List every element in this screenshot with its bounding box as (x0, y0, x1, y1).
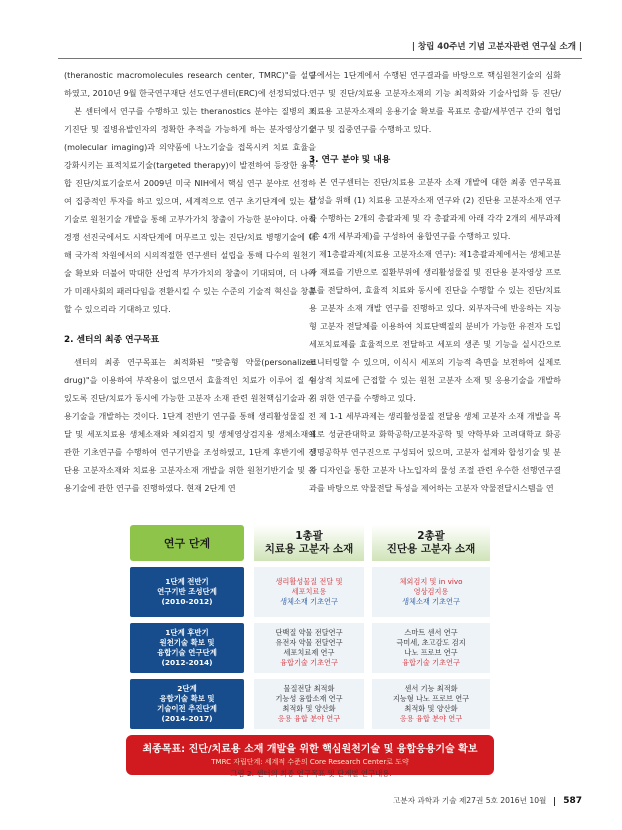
diagnosis-cell-2 (372, 623, 490, 673)
journal-info: 고분자 과학과 기술 제27권 5호 2016년 10월 (393, 796, 547, 805)
stage-text: 융합기술 확보 및 (159, 694, 215, 703)
figure-header-diagnosis (372, 525, 490, 561)
cell-text: 최적화 및 양산화 (282, 704, 336, 713)
stage-text: 기술이전 추진단계 (157, 704, 217, 713)
footer-divider (554, 797, 555, 806)
figure-caption: 그림 2. 센터의 최종 연구목표 및 단계별 연구내용. (230, 769, 392, 778)
stage-text: 1단계 후반기 (165, 628, 209, 637)
right-paragraph-2: 본 연구센터는 진단/치료용 고분자 소재 개발에 대한 최종 연구목표 달성을 위해 (1) 치료용 고분자소재 연구와 (2) 진단용 고분자소재 연구를 수행하는 2개의 총괄과제 및 각 총괄과제 아래 각각 2개의 세부과제(총 4개 세부과제)를 구성하여 융합연구를 수행하고 있다. (309, 177, 561, 241)
figure-header-therapy (254, 525, 364, 561)
stage-box-3 (130, 679, 244, 729)
right-paragraph-4: 제 1-1 세부과제는 생리활성물질 전달용 생체 고분자 소재 개발을 목표로 성균관대학교 화학공학/고분자공학 및 약학부와 고려대학교 화공생명공학부 연구진으로 구성되어 있으며, 고분자 설계와 합성기술 및 분자 디자인을 통한 고분자 나노입자의 물성 조절 관련 우수한 선행연구결과를 바탕으로 약물전달 특성을 제어하는 고분자 약물전달시스템을 연 (309, 411, 561, 493)
stage-text: 연구기반 조성단계 (157, 587, 217, 596)
left-paragraph-1: (theranostic macromolecules research center, TMRC)"를 설립하였고, 2010년 9월 한국연구재단 선도연구센터(ERC)에 선정되었다. (64, 70, 316, 98)
therapy-cell-1 (254, 567, 364, 617)
page-footer (393, 795, 582, 806)
figure-header-diagnosis-line1: 2총괄 (417, 530, 445, 542)
cell-text: 극미세, 초고감도 검지 (396, 638, 466, 647)
running-header: | 창립 40주년 기념 고분자관련 연구실 소개 | (411, 42, 582, 52)
header-divider (58, 58, 582, 59)
figure-header-therapy-line1: 1총괄 (295, 530, 323, 542)
left-column (64, 66, 316, 497)
cell-text: 지능형 나노 프로브 연구 (392, 694, 470, 703)
figure-header-stage (130, 525, 244, 561)
stage-text: 1단계 전반기 (165, 577, 209, 586)
stage-text: (2012-2014) (161, 658, 213, 667)
research-stage-figure (130, 525, 490, 766)
stage-text: 2단계 (177, 684, 197, 693)
final-goal-subtext: TMRC 자립단계: 세계적 수준의 Core Research Center로 도약 (211, 758, 409, 766)
cell-text: 체외검지 및 in vivo (399, 577, 463, 586)
diagnosis-cell-3 (372, 679, 490, 729)
cell-text: 생체소재 기초연구 (280, 597, 338, 606)
right-paragraph-1: 구에서는 1단계에서 수행된 연구결과를 바탕으로 핵심원천기술의 심화연구 및 진단/치료용 고분자소재의 기능 최적화와 기술사업화 등 진단/치료용 고분자소재의 응용기술 확보를 목표로 총괄/세부연구 간의 협업연구 및 집중연구를 수행하고 있다. (309, 70, 561, 134)
right-column (309, 66, 561, 497)
cell-text: 단백질 약물 전달연구 (275, 628, 343, 637)
section-heading-2: 2. 센터의 최종 연구목표 (64, 335, 160, 345)
cell-text: 세포치료용 (291, 587, 327, 596)
cell-text: 생체소재 기초연구 (402, 597, 460, 606)
cell-text: 나노 프로브 연구 (404, 648, 458, 657)
final-goal-text: 최종목표: 진단/치료용 소재 개발을 위한 핵심원천기술 및 융합응용기술 확보 (142, 744, 478, 755)
stage-text: (2010-2012) (161, 597, 213, 606)
stage-box-1 (130, 567, 244, 617)
therapy-cell-3 (254, 679, 364, 729)
left-paragraph-3: 센터의 최종 연구목표는 최적화된 "맞춤형 약물(personalized drug)"을 이용하여 부작용이 없으면서 효율적인 치료가 이루어 질 수 있도록 진단/치료가 동시에 가능한 고분자 소재 관련 원천핵심기술과 응용기술을 개발하는 것이다. 1단계 전반기 연구를 통해 생리활성물질 전달 및 세포치료용 생체소재와 체외검지 및 생체영상검지용 생체소재에 관한 기초연구를 수행하여 연구기반을 조성하였고, 1단계 후반기에 진단용 고분자소재와 치료용 고분자소재 개발을 위한 원천기반기술 및 응용기술에 관한 연구를 진행하였다. 현재 2단계 연 (64, 357, 316, 493)
stage-text: 융합기술 연구단계 (157, 648, 217, 657)
cell-text-highlight: 융합기술 기초연구 (280, 658, 338, 667)
stage-text: (2014-2017) (161, 714, 213, 723)
section-heading-3: 3. 연구 분야 및 내용 (309, 155, 391, 165)
cell-text-highlight: 응용 융합 분야 연구 (277, 714, 341, 723)
stage-box-2 (130, 623, 244, 673)
cell-text-highlight: 응용 융합 분야 연구 (399, 714, 463, 723)
cell-text: 물질전달 최적화 (283, 684, 335, 693)
cell-text-highlight: 융합기술 기초연구 (402, 658, 460, 667)
cell-text: 영상검지용 (413, 587, 449, 596)
page-number: 587 (563, 796, 582, 806)
cell-text: 유전자 약물 전달연구 (275, 638, 343, 647)
figure-header-stage-label: 연구 단계 (163, 537, 211, 550)
cell-text: 센서 기능 최적화 (404, 684, 458, 693)
cell-text: 세포치료제 연구 (283, 648, 335, 657)
diagnosis-cell-1 (372, 567, 490, 617)
right-paragraph-3: 제1총괄과제(치료용 고분자소재 연구): 제1총괄과제에서는 생체고분자 재료를 기반으로 질환부위에 생리활성물질 및 진단용 분자영상 프로브를 전달하여, 효율적 치료와 동시에 진단을 수행할 수 있는 진단/치료용 고분자 소재 개발 연구를 진행하고 있다. 외부자극에 반응하는 지능형 고분자 전달체를 이용하여 치료단백질의 분비가 가능한 유전자 도입 세포치료제를 효율적으로 전달하고 세포의 생존 및 기능을 실시간으로 모니터링할 수 있으며, 이식시 세포의 기능적 측면을 보전하여 실제로 임상적 치료에 근접할 수 있는 원천 고분자 소재 및 응용기술을 개발하기 위한 연구를 수행하고 있다. (309, 249, 561, 403)
cell-text: 스마트 센서 연구 (404, 628, 458, 637)
stage-text: 원천기술 확보 및 (159, 638, 215, 647)
cell-text: 생리활성물질 전달 및 (275, 577, 343, 586)
cell-text: 기능성 융합소재 연구 (275, 694, 343, 703)
figure-header-therapy-line2: 치료용 고분자 소재 (264, 543, 354, 555)
therapy-cell-2 (254, 623, 364, 673)
figure-header-diagnosis-line2: 진단용 고분자 소재 (386, 543, 476, 555)
cell-text: 최적화 및 양산화 (404, 704, 458, 713)
left-paragraph-2: 본 센터에서 연구를 수행하고 있는 theranostics 분야는 질병의 조기진단 및 질병유발인자의 정확한 추적을 가능하게 하는 분자영상기술(molecular imaging)과 의약품에 나노기술을 접목시켜 치료 효율을 강화시키는 표적치료기술(targeted therapy)이 발전하여 등장한 융복합 진단/치료기술로서 2009년 미국 NIH에서 핵심 연구 분야로 선정하여 집중적인 투자를 하고 있으며, 세계적으로 연구 초기단계에 있는 신기술로 원천기술 개발을 통해 고부가가치 창출이 가능한 분야이다. 아직 경쟁 선진국에서도 시작단계에 머무르고 있는 진단/치료 병행기술에 대해 국가적 차원에서의 시의적절한 연구센터 설립을 통해 다수의 원천기술 확보와 더불어 막대한 산업적 부가가치의 창출이 기대되며, 더 나아가 미래사회의 패러다임을 전환시킬 수 있는 수준의 기술적 혁신을 창출할 수 있으리라 기대하고 있다. (64, 106, 316, 314)
